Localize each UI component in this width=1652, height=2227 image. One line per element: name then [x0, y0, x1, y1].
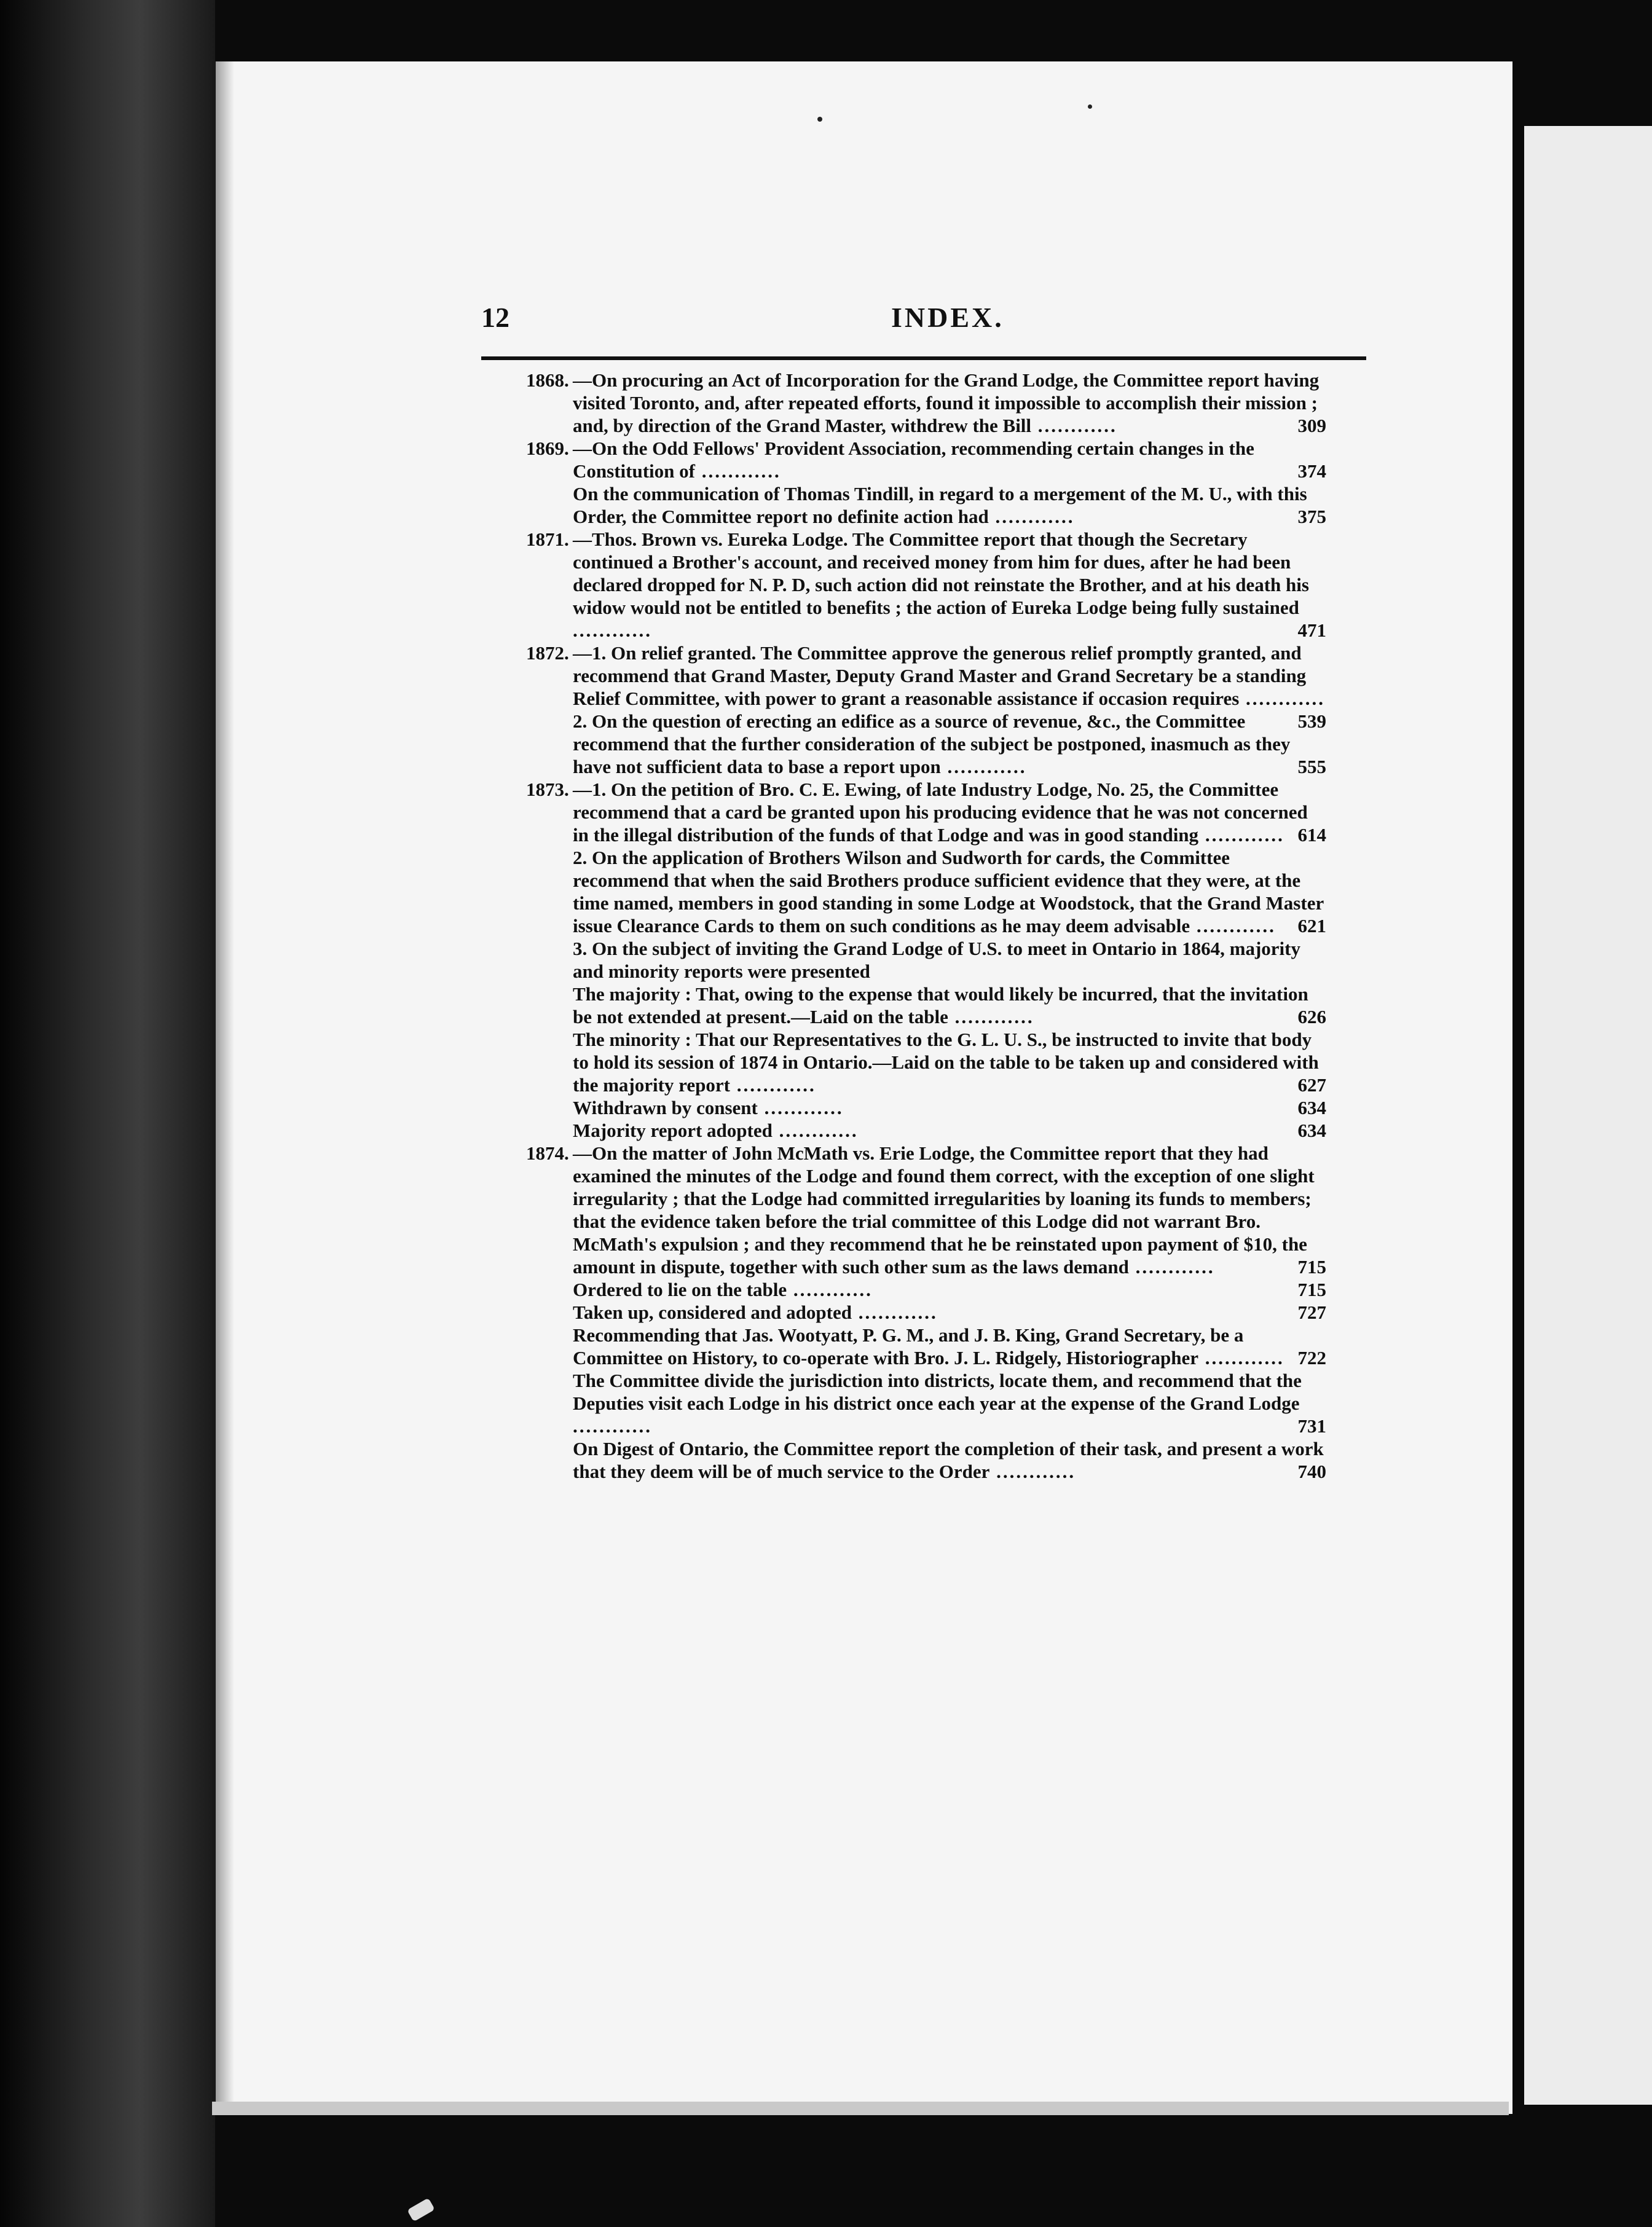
index-item — [573, 1142, 1326, 1278]
dot-leader: ............ — [940, 756, 1027, 777]
item-page-number: 309 — [1297, 415, 1326, 436]
item-text: The majority : That, owing to the expense that would likely be incurred, that the invitation be not extended at present.—Laid on the table — [573, 983, 1308, 1027]
item-text: Withdrawn by consent — [573, 1097, 758, 1118]
index-item — [573, 1096, 1326, 1119]
index-item — [573, 1301, 1326, 1324]
item-text: —On the matter of John McMath vs. Erie Lodge, the Committee report that they had examined the minutes of the Lodge and found them correct, with the exception of one slight irregularity ; that the Lodge had committed irregularities by loaning its funds to members; that the evidence taken before the trial committee of this Lodge did not warrant Bro. McMath's expulsion ; and they recommend that he be reinstated upon payment of $10, the amount in dispute, together with such other sum as the laws demand — [573, 1142, 1315, 1278]
dot-leader: ............ — [772, 1120, 859, 1141]
dot-leader: ............ — [948, 1006, 1034, 1027]
index-item — [573, 710, 1326, 778]
dot-leader: ............ — [694, 460, 781, 482]
item-text: On Digest of Ontario, the Committee report the completion of their task, and present a work that they deem will be of much service to the Order — [573, 1438, 1324, 1482]
index-item — [573, 1028, 1326, 1096]
index-item — [573, 1119, 1326, 1142]
dot-leader: ............ — [573, 619, 652, 641]
item-text: The minority : That our Representatives to the G. L. U. S., be instructed to invite that body to hold its session of 1874 in Ontario.—Laid on the table to be taken up and considered with the majority report — [573, 1029, 1319, 1096]
item-page-number: 375 — [1297, 506, 1326, 527]
dot-leader: ............ — [1239, 688, 1326, 709]
scan-speck — [407, 2198, 435, 2221]
index-item — [573, 1278, 1326, 1301]
page-title: INDEX. — [891, 302, 1004, 333]
dot-leader: ............ — [1198, 1347, 1284, 1369]
index-item — [573, 778, 1326, 846]
index-list — [527, 369, 1326, 1483]
dot-leader: ............ — [787, 1279, 873, 1300]
book-binding — [0, 0, 215, 2227]
entry-year: 1869. — [526, 438, 569, 459]
entry-year: 1872. — [526, 642, 569, 664]
index-item — [573, 937, 1326, 983]
entry-year: 1874. — [526, 1142, 569, 1164]
item-page-number: 539 — [1297, 710, 1326, 732]
item-page-number: 722 — [1297, 1347, 1326, 1369]
item-page-number: 727 — [1297, 1302, 1326, 1323]
index-item — [573, 528, 1326, 642]
dot-leader: ............ — [1031, 415, 1117, 436]
index-item — [573, 1369, 1326, 1437]
page-bottom-edge — [212, 2102, 1509, 2115]
scan-speck — [817, 117, 822, 122]
item-page-number: 555 — [1297, 756, 1326, 777]
item-page-number: 715 — [1297, 1256, 1326, 1278]
item-page-number: 471 — [1297, 619, 1326, 641]
dot-leader: ............ — [573, 1415, 652, 1437]
index-item — [573, 983, 1326, 1028]
scan-speck — [1088, 104, 1092, 109]
dot-leader: ............ — [1190, 915, 1276, 937]
item-text: 2. On the application of Brothers Wilson and Sudworth for cards, the Committee recommend that when the said Brothers produce sufficient evidence that they were, at the time named, members in good standing in some Lodge at Woodstock, that the Grand Master issue Clearance Cards to them on such conditions as he may deem advisable — [573, 847, 1324, 937]
item-page-number: 634 — [1297, 1120, 1326, 1141]
entry-year: 1871. — [526, 528, 569, 550]
item-text: Ordered to lie on the table — [573, 1279, 787, 1300]
dot-leader: ............ — [989, 1461, 1076, 1482]
header-rule — [481, 356, 1366, 360]
index-entry — [527, 369, 1326, 437]
item-page-number: 626 — [1297, 1006, 1326, 1027]
index-entry — [527, 1142, 1326, 1483]
item-page-number: 715 — [1297, 1279, 1326, 1300]
item-page-number: 627 — [1297, 1074, 1326, 1096]
item-text: —Thos. Brown vs. Eureka Lodge. The Committee report that though the Secretary continued a Brother's account, and received money from him for dues, after he had been declared dropped for N. P. D, such action did not reinstate the Brother, and at his death his widow would not be entitled to benefits ; the action of Eureka Lodge being fully sustained — [573, 528, 1309, 618]
item-text: Recommending that Jas. Wootyatt, P. G. M., and J. B. King, Grand Secretary, be a Committee on History, to co-operate with Bro. J. L. Ridgely, Historiographer — [573, 1324, 1244, 1369]
item-text: On the communication of Thomas Tindill, in regard to a mergement of the M. U., with this Order, the Committee report no definite action had — [573, 483, 1307, 527]
item-page-number: 740 — [1297, 1461, 1326, 1482]
item-text: Taken up, considered and adopted — [573, 1302, 852, 1323]
item-text: 3. On the subject of inviting the Grand Lodge of U.S. to meet in Ontario in 1864, majority and minority reports were presented — [573, 938, 1300, 982]
index-entry — [527, 528, 1326, 642]
dot-leader: ............ — [757, 1097, 844, 1118]
gutter-shadow — [216, 61, 234, 2114]
dot-leader: ............ — [730, 1074, 816, 1096]
item-page-number: 731 — [1297, 1415, 1326, 1437]
item-page-number: 634 — [1297, 1097, 1326, 1118]
item-text: —On procuring an Act of Incorporation for the Grand Lodge, the Committee report having visited Toronto, and, after repeated efforts, found it impossible to accomplish their mission ; and, by direction of the Grand Master, withdrew the Bill — [573, 369, 1320, 436]
index-item — [573, 1324, 1326, 1369]
item-text: —1. On relief granted. The Committee approve the generous relief promptly granted, and recommend that Grand Master, Deputy Grand Master and Grand Secretary be a standing Relief Committee, with power to grant a reasonable assistance if occasion requires — [573, 642, 1307, 709]
index-item — [573, 846, 1326, 937]
item-page-number: 614 — [1297, 824, 1326, 846]
dot-leader: ............ — [851, 1302, 938, 1323]
index-item — [573, 642, 1326, 732]
facing-page-edge — [1524, 126, 1652, 2105]
item-text: —On the Odd Fellows' Provident Association, recommending certain changes in the Constitution of — [573, 438, 1254, 482]
index-item — [573, 437, 1326, 482]
entry-year: 1868. — [526, 369, 569, 391]
index-entry — [527, 778, 1326, 1142]
item-text: The Committee divide the jurisdiction into districts, locate them, and recommend that the Deputies visit each Lodge in his district once each year at the expense of the Grand Lodge — [573, 1370, 1302, 1414]
index-entry — [527, 437, 1326, 528]
index-item — [573, 369, 1326, 437]
item-text: Majority report adopted — [573, 1120, 773, 1141]
dot-leader: ............ — [1198, 824, 1284, 846]
item-page-number: 374 — [1297, 460, 1326, 482]
entry-year: 1873. — [526, 779, 569, 800]
dot-leader: ............ — [988, 506, 1075, 527]
index-item — [573, 1437, 1326, 1483]
item-text: —1. On the petition of Bro. C. E. Ewing, of late Industry Lodge, No. 25, the Committee recommend that a card be granted upon his producing evidence that he was not concerned in the illegal distribution of the funds of that Lodge and was in good standing — [573, 779, 1308, 846]
item-page-number: 621 — [1297, 915, 1326, 937]
item-text: 2. On the question of erecting an edifice as a source of revenue, &c., the Committee recommend that the further consideration of the subject be postponed, inasmuch as they have not sufficient data to base a report upon — [573, 710, 1291, 777]
index-item — [573, 482, 1326, 528]
dot-leader: ............ — [1128, 1256, 1215, 1278]
page-number: 12 — [481, 302, 509, 333]
index-entry — [527, 642, 1326, 778]
